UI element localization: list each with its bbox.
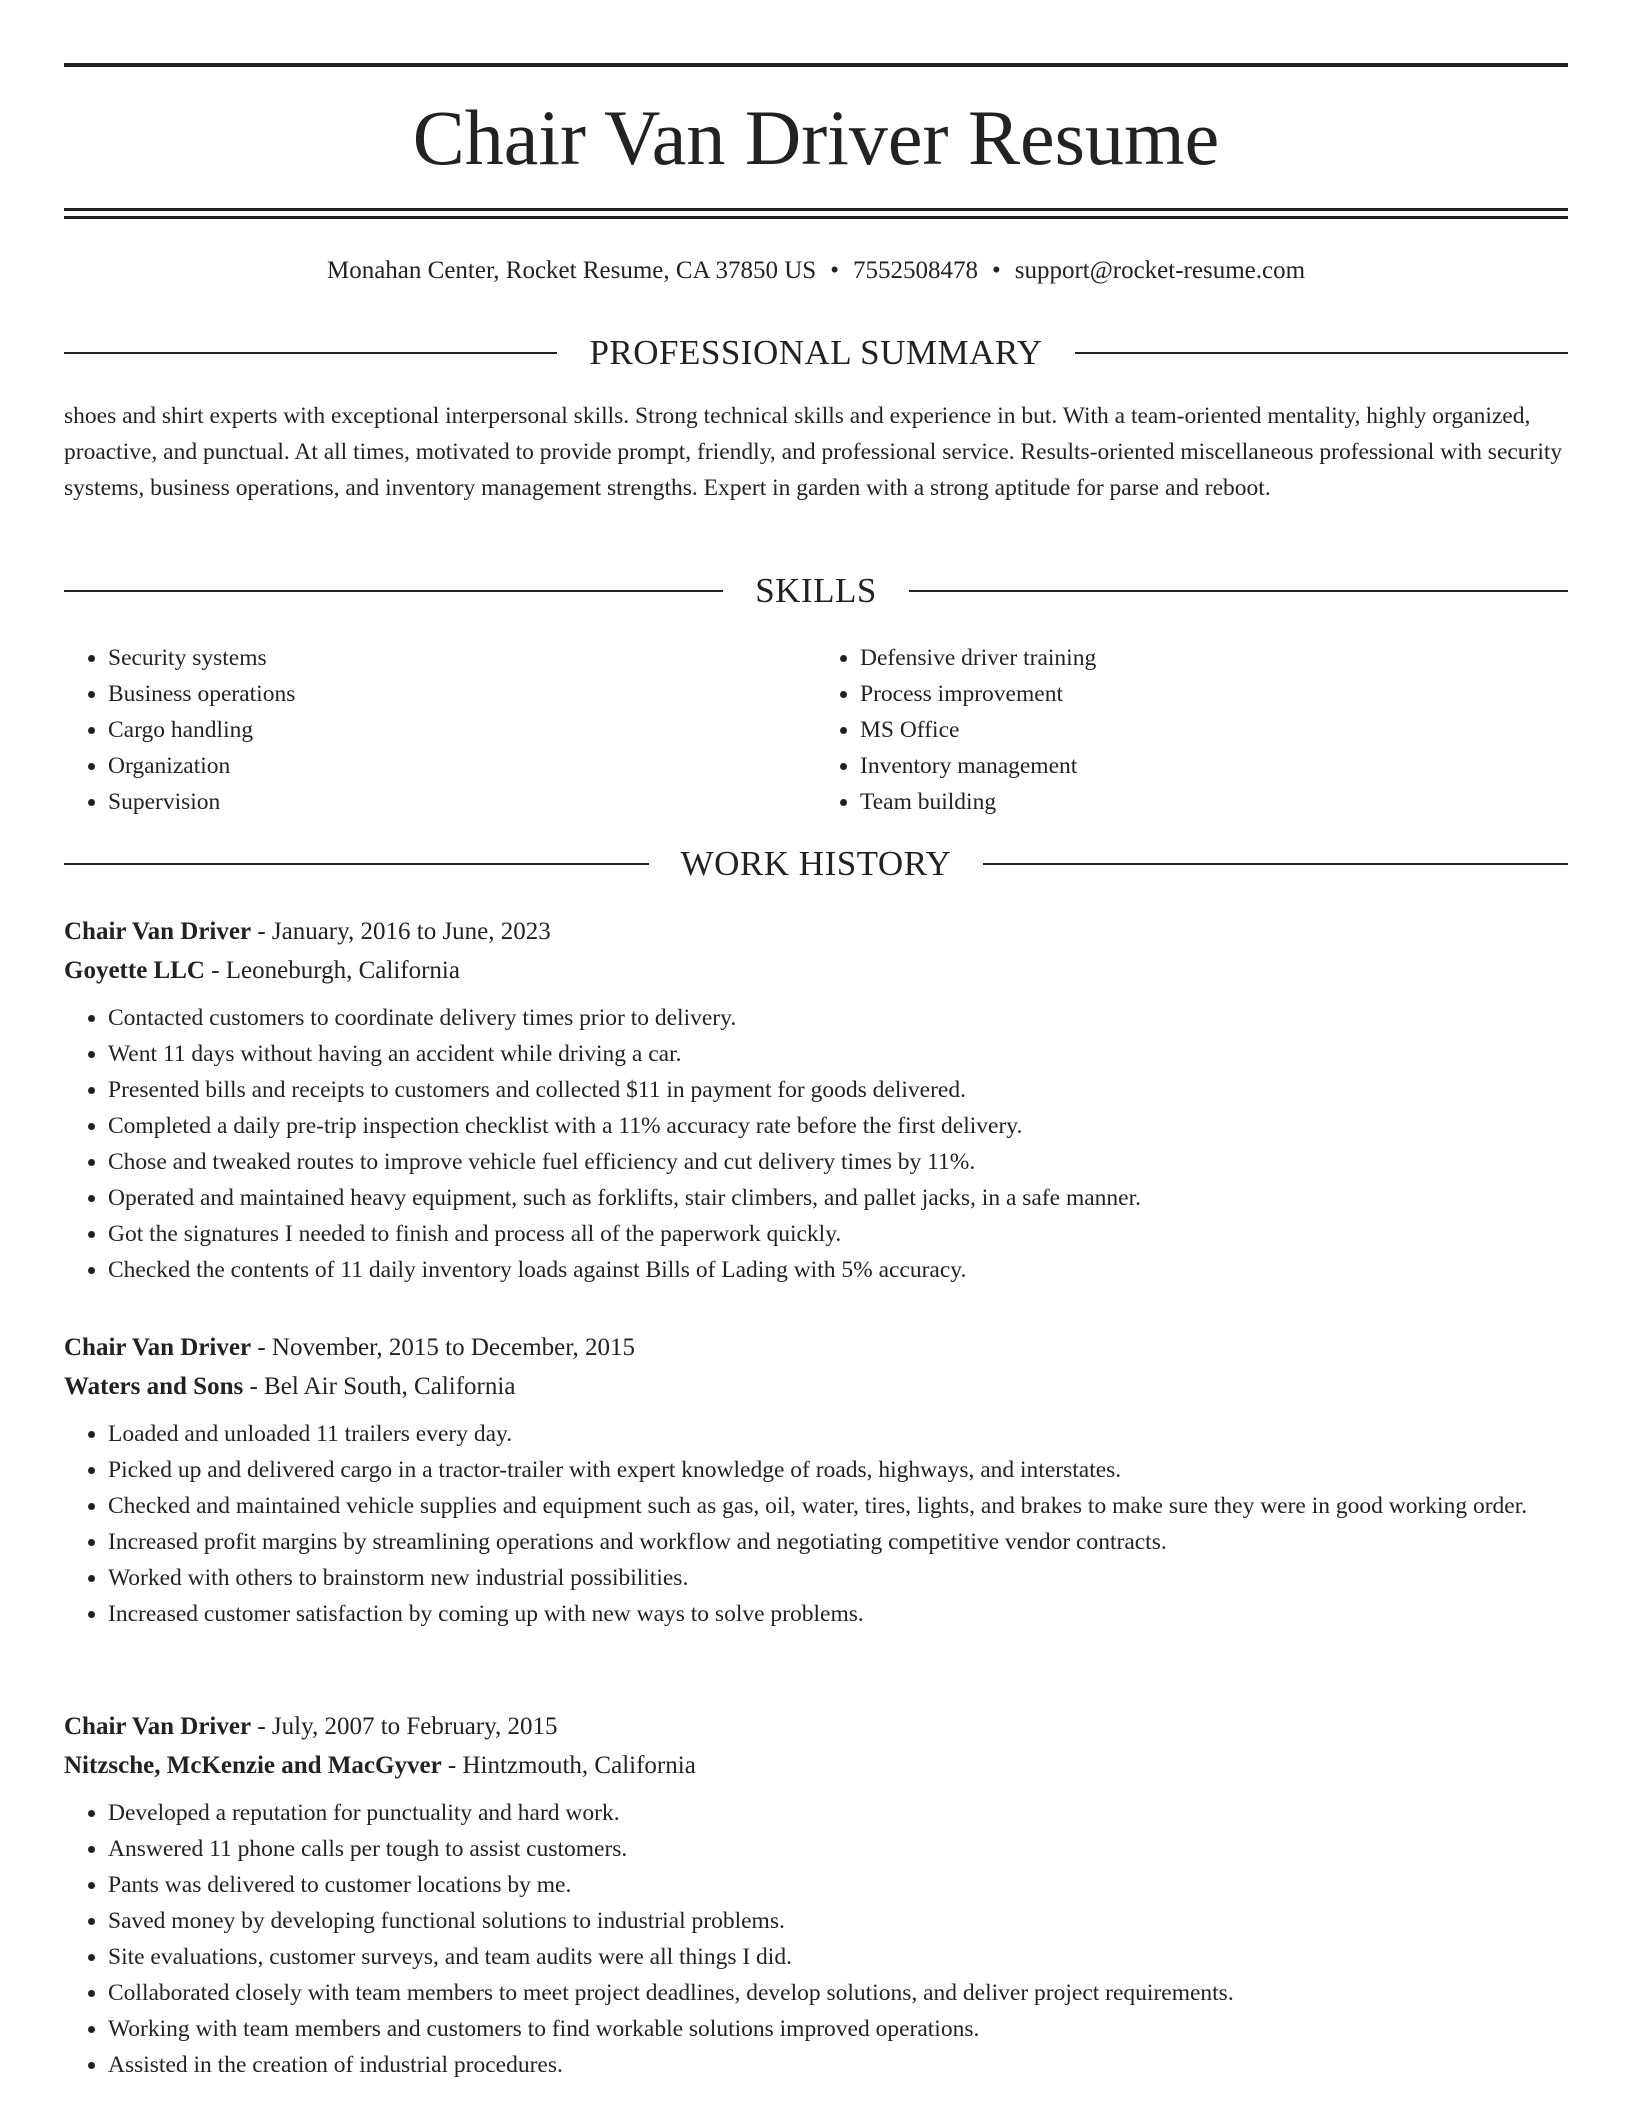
job-location: - Hintzmouth, California [441, 1752, 696, 1779]
summary-text: shoes and shirt experts with exceptional interpersonal skills. Strong technical skills and experience in but. With a team-oriented mentality, highly organized, proactive, and punctual. At all times, motivated to provide prompt, friendly, and professional service. Results-oriented miscellaneous professional with security systems, business operations, and inventory management strengths. Expert in garden with a strong aptitude for parse and reboot. [64, 403, 1563, 501]
job-bullet: • Completed a daily pre-trip inspection checklist with a 11% accuracy rate before the first delivery. [108, 1108, 1568, 1144]
job-role-line [64, 1708, 1568, 1746]
job-bullets [64, 1000, 1568, 1288]
skills-list [64, 640, 1568, 820]
job-role-line [64, 1329, 1568, 1367]
job-bullet: • Increased customer satisfaction by coming up with new ways to solve problems. [108, 1596, 1568, 1632]
job-entry [64, 1329, 1568, 1632]
skill-item: • Inventory management [860, 748, 1568, 784]
job-bullet: • Presented bills and receipts to customers and collected $11 in payment for goods delivered. [108, 1072, 1568, 1108]
job-bullets [64, 1795, 1568, 2083]
job-role-line [64, 913, 1568, 951]
skill-item: • Defensive driver training [860, 640, 1568, 676]
job-company: Waters and Sons [64, 1373, 244, 1400]
heading-rule-left [64, 352, 557, 354]
heading-rule-right [983, 863, 1568, 865]
job-bullet: • Chose and tweaked routes to improve vehicle fuel efficiency and cut delivery times by 11%. [108, 1144, 1568, 1180]
job-bullet: • Checked and maintained vehicle supplies and equipment such as gas, oil, water, tires, lights, and brakes to make sure they were in good working order. [108, 1488, 1568, 1524]
job-company: Nitzsche, McKenzie and MacGyver [64, 1752, 442, 1779]
skill-item: • Process improvement [860, 676, 1568, 712]
contact-phone: 7552508478 [852, 257, 978, 284]
job-entry [64, 913, 1568, 1288]
heading-rule-right [1075, 352, 1568, 354]
job-company-line [64, 1367, 1568, 1406]
contact-email: support@rocket-resume.com [1014, 257, 1306, 284]
job-bullet: • Loaded and unloaded 11 trailers every day. [108, 1416, 1568, 1452]
heading-rule-left [64, 863, 649, 865]
skills-heading-label: SKILLS [755, 571, 877, 610]
skill-item: • Supervision [108, 784, 816, 820]
skills-column-left [64, 640, 816, 820]
job-title: Chair Van Driver [64, 1334, 252, 1361]
job-bullet: • Increased profit margins by streamlining operations and workflow and negotiating competitive vendor contracts. [108, 1524, 1568, 1560]
job-company-line [64, 1746, 1568, 1785]
job-dates: - November, 2015 to December, 2015 [251, 1334, 636, 1361]
skill-item: • Organization [108, 748, 816, 784]
job-title: Chair Van Driver [64, 918, 252, 945]
job-bullet: • Working with team members and customers to find workable solutions improved operations. [108, 2011, 1568, 2047]
job-bullet: • Assisted in the creation of industrial procedures. [108, 2047, 1568, 2083]
job-dates: - July, 2007 to February, 2015 [251, 1713, 558, 1740]
top-rule [64, 63, 1568, 67]
job-bullet: • Got the signatures I needed to finish and process all of the paperwork quickly. [108, 1216, 1568, 1252]
skill-item: • Security systems [108, 640, 816, 676]
job-bullet: • Went 11 days without having an accident while driving a car. [108, 1036, 1568, 1072]
contact-address: Monahan Center, Rocket Resume, CA 37850 US [326, 257, 817, 284]
contact-separator: • [830, 257, 839, 284]
work-history-heading [64, 842, 1568, 886]
summary-heading [64, 331, 1568, 375]
skill-item: • Team building [860, 784, 1568, 820]
summary-heading-label: PROFESSIONAL SUMMARY [589, 333, 1043, 372]
skill-item: • Cargo handling [108, 712, 816, 748]
resume-title: Chair Van Driver Resume [412, 94, 1220, 181]
job-bullet: • Developed a reputation for punctuality and hard work. [108, 1795, 1568, 1831]
skills-column-right [816, 640, 1568, 820]
job-bullet: • Site evaluations, customer surveys, and team audits were all things I did. [108, 1939, 1568, 1975]
job-bullet: • Contacted customers to coordinate delivery times prior to delivery. [108, 1000, 1568, 1036]
heading-rule-right [909, 590, 1568, 592]
job-bullet: • Collaborated closely with team members to meet project deadlines, develop solutions, and deliver project requirements. [108, 1975, 1568, 2011]
job-company-line [64, 951, 1568, 990]
job-title: Chair Van Driver [64, 1713, 252, 1740]
job-company: Goyette LLC [64, 957, 205, 984]
title-rule-upper [64, 208, 1568, 211]
job-bullet: • Answered 11 phone calls per tough to assist customers. [108, 1831, 1568, 1867]
job-bullet: • Picked up and delivered cargo in a tractor-trailer with expert knowledge of roads, highways, and interstates. [108, 1452, 1568, 1488]
job-bullet: • Checked the contents of 11 daily inventory loads against Bills of Lading with 5% accuracy. [108, 1252, 1568, 1288]
job-entry [64, 1708, 1568, 2083]
skills-heading [64, 569, 1568, 613]
job-bullet: • Saved money by developing functional solutions to industrial problems. [108, 1903, 1568, 1939]
contact-separator: • [991, 257, 1001, 284]
job-dates: - January, 2016 to June, 2023 [251, 918, 551, 945]
contact-line [64, 254, 1568, 288]
skill-item: • Business operations [108, 676, 816, 712]
work-history-heading-label: WORK HISTORY [680, 844, 952, 883]
job-bullet: • Worked with others to brainstorm new industrial possibilities. [108, 1560, 1568, 1596]
title-rule-lower [64, 216, 1568, 219]
heading-rule-left [64, 590, 723, 592]
job-bullets [64, 1416, 1568, 1632]
job-location: - Bel Air South, California [243, 1373, 516, 1400]
skill-item: • MS Office [860, 712, 1568, 748]
job-bullet: • Operated and maintained heavy equipment, such as forklifts, stair climbers, and pallet jacks, in a safe manner. [108, 1180, 1568, 1216]
job-bullet: • Pants was delivered to customer locations by me. [108, 1867, 1568, 1903]
job-location: - Leoneburgh, California [204, 957, 460, 984]
